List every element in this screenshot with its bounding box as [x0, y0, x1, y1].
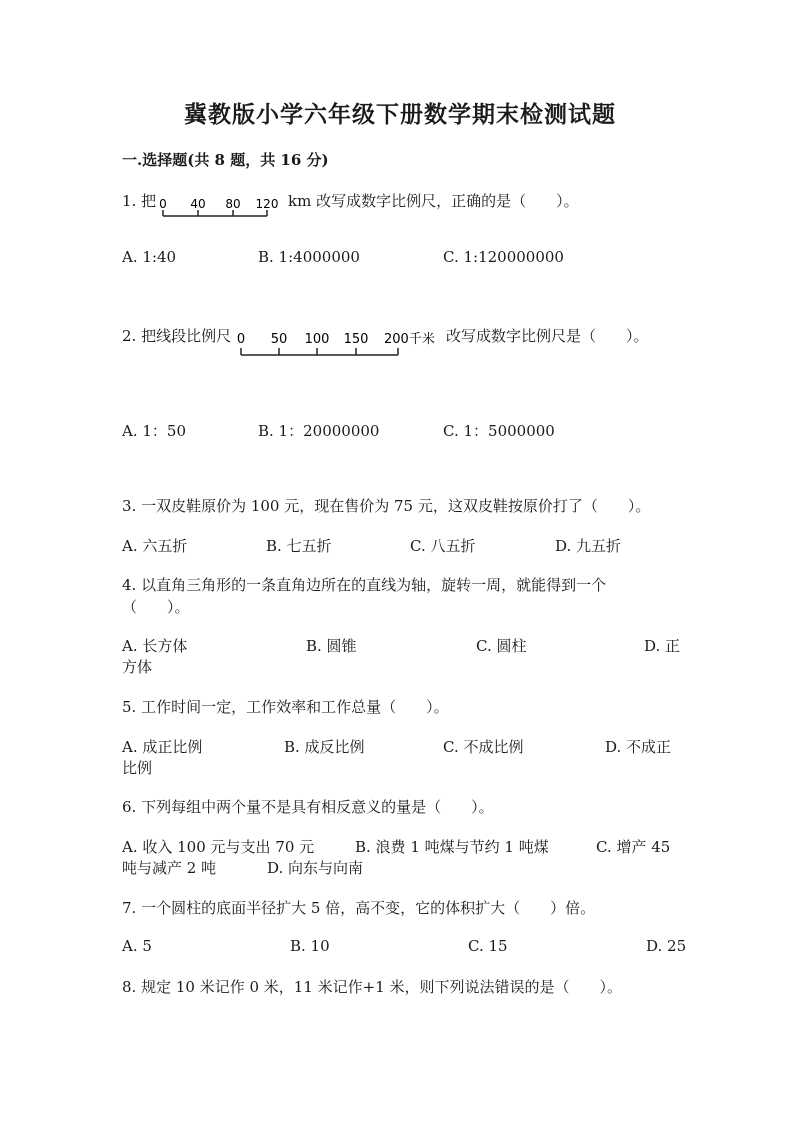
scale-tick-label: 120	[255, 197, 279, 211]
question-4-text-cont: （ ）。	[122, 598, 190, 616]
option-b: B. 1:4000000	[258, 248, 360, 266]
option-c: C. 15	[468, 937, 508, 955]
question-2-scale-bar	[236, 328, 448, 362]
option-b: B. 浪费 1 吨煤与节约 1 吨煤	[355, 838, 549, 856]
option-c: C. 增产 45	[596, 838, 671, 856]
question-1-prefix: 1. 把	[122, 192, 157, 210]
option-d: D. 25	[646, 937, 687, 955]
option-b: B. 圆锥	[306, 637, 357, 655]
option-c-wrap: 吨与减产 2 吨	[122, 859, 217, 877]
option-a: A. 1:40	[122, 248, 177, 266]
option-c: C. 圆柱	[476, 637, 527, 655]
option-d-wrap: 方体	[122, 658, 153, 676]
option-d-wrap: 比例	[122, 759, 153, 777]
option-c: C. 1:120000000	[443, 248, 564, 266]
scale-tick-label: 100	[304, 332, 330, 347]
option-b: B. 七五折	[266, 537, 332, 555]
option-a: A. 收入 100 元与支出 70 元	[122, 838, 315, 856]
question-5-text: 5. 工作时间一定，工作效率和工作总量（ ）。	[122, 698, 449, 716]
option-a: A. 1：50	[122, 422, 186, 440]
scale-tick-label: 200千米	[384, 332, 435, 347]
page-title: 冀教版小学六年级下册数学期末检测试题	[184, 101, 616, 128]
scale-tick-label: 50	[270, 332, 288, 347]
option-a: A. 六五折	[122, 537, 188, 555]
scale-tick-label: 40	[190, 197, 206, 211]
question-7-text: 7. 一个圆柱的底面半径扩大 5 倍，高不变，它的体积扩大（ ）倍。	[122, 899, 596, 917]
option-a: A. 5	[122, 937, 152, 955]
question-2-prefix: 2. 把线段比例尺	[122, 327, 232, 345]
option-c: C. 1：5000000	[443, 422, 555, 440]
scale-tick-label: 150	[343, 332, 369, 347]
option-a: A. 成正比例	[122, 738, 203, 756]
question-4-text: 4. 以直角三角形的一条直角边所在的直线为轴，旋转一周，就能得到一个	[122, 576, 607, 594]
scale-tick-label: 0	[236, 332, 246, 347]
option-c: C. 八五折	[410, 537, 476, 555]
scale-tick-label: 0	[159, 197, 167, 211]
option-d: D. 正	[644, 637, 681, 655]
scale-tick-label: 80	[225, 197, 241, 211]
question-8-text: 8. 规定 10 米记作 0 米，11 米记作+1 米，则下列说法错误的是（ ）。	[122, 978, 623, 996]
question-1-suffix: km 改写成数字比例尺，正确的是（ ）。	[288, 192, 579, 210]
option-d: D. 不成正	[605, 738, 672, 756]
option-d: D. 九五折	[555, 537, 622, 555]
option-a: A. 长方体	[122, 637, 188, 655]
option-d: D. 向东与向南	[267, 859, 364, 877]
option-c: C. 不成比例	[443, 738, 524, 756]
option-b: B. 1：20000000	[258, 422, 380, 440]
question-6-text: 6. 下列每组中两个量不是具有相反意义的量是（ ）。	[122, 798, 494, 816]
section-heading: 一.选择题(共 8 题，共 16 分)	[122, 151, 329, 169]
question-2-suffix: 改写成数字比例尺是（ ）。	[446, 327, 649, 345]
option-b: B. 成反比例	[284, 738, 365, 756]
question-1-scale-bar	[158, 186, 288, 222]
question-3-text: 3. 一双皮鞋原价为 100 元，现在售价为 75 元，这双皮鞋按原价打了（ ）。	[122, 497, 651, 515]
option-b: B. 10	[290, 937, 330, 955]
